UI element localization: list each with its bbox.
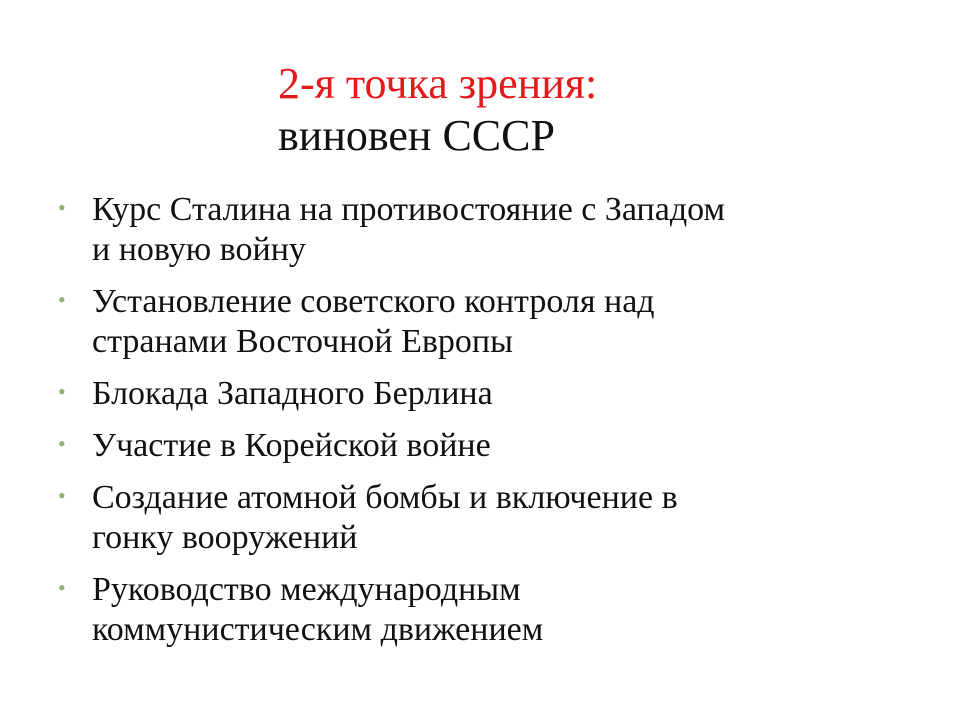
bullet-item-berlin-blockade	[58, 374, 918, 414]
bullet-text-line: Блокада Западного Берлина	[92, 375, 493, 412]
bullet-text-line: и новую войну	[92, 231, 306, 268]
bullet-text-line: Курс Сталина на противостояние с Западом	[92, 191, 726, 228]
bullet-text-line: Установление советского контроля над	[92, 283, 655, 320]
bullet-dot-icon: •	[58, 195, 66, 220]
title-line-verdict: виновен СССР	[278, 111, 555, 160]
bullet-dot-icon: •	[58, 379, 66, 404]
bullet-item-stalin-course	[58, 190, 918, 270]
slide-title	[278, 58, 918, 162]
bullet-item-korean-war	[58, 426, 918, 466]
bullet-item-atomic-bomb	[58, 478, 918, 558]
bullet-dot-icon: •	[58, 287, 66, 312]
bullet-text-line: коммунистическим движением	[92, 611, 544, 648]
bullet-text-line: странами Восточной Европы	[92, 323, 513, 360]
bullet-text-line: Руководство международным	[92, 571, 521, 608]
bullet-dot-icon: •	[58, 483, 66, 508]
bullet-text-line: Создание атомной бомбы и включение в	[92, 479, 678, 516]
bullet-dot-icon: •	[58, 431, 66, 456]
bullet-text-line: гонку вооружений	[92, 519, 358, 556]
title-line-viewpoint: 2-я точка зрения:	[278, 59, 598, 108]
bullet-list	[58, 190, 918, 662]
bullet-text-line: Участие в Корейской войне	[92, 427, 491, 464]
bullet-dot-icon: •	[58, 575, 66, 600]
bullet-item-communist-movement	[58, 570, 918, 650]
bullet-item-eastern-europe	[58, 282, 918, 362]
